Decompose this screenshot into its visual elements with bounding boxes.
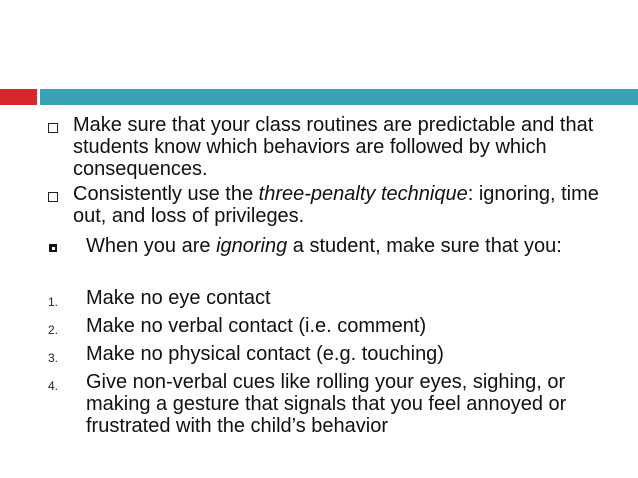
bullet-text xyxy=(86,235,606,257)
item-text: Give non-verbal cues like rolling your eyes, sighing, or making a gesture that signals that you feel annoyed or frustrated with the child’s behavior xyxy=(86,371,567,437)
bullet-text xyxy=(73,183,623,227)
item-text: Make no physical contact (e.g. touching) xyxy=(86,343,444,365)
text-segment: a student, make sure that you: xyxy=(287,235,562,257)
bullet-item xyxy=(0,183,638,229)
item-text: Make no eye contact xyxy=(86,287,271,309)
header-accent-red xyxy=(0,89,37,105)
item-number: 3. xyxy=(48,351,59,365)
checkbox-bullet-icon xyxy=(48,192,58,202)
header-accent-teal xyxy=(40,89,638,105)
filled-square-bullet-icon xyxy=(49,244,57,252)
item-number: 2. xyxy=(48,323,59,337)
text-segment: When you are xyxy=(86,235,217,257)
slide-body xyxy=(0,114,638,437)
item-number: 4. xyxy=(48,379,59,393)
text-segment: Consistently use the xyxy=(73,183,259,205)
numbered-item xyxy=(0,343,638,365)
bullet-item xyxy=(0,114,638,180)
checkbox-bullet-icon xyxy=(48,123,58,133)
item-text: Make no verbal contact (i.e. comment) xyxy=(86,315,427,337)
item-number: 1. xyxy=(48,295,59,309)
emphasis-text: ignoring xyxy=(216,235,288,257)
bullet-text: Make sure that your class routines are predictable and that students know which behaviors are followed by which consequences. xyxy=(73,114,594,180)
numbered-item xyxy=(0,287,638,309)
bullet-item xyxy=(0,235,638,281)
text-segment: : ignoring, time out, and loss of privileges. xyxy=(73,183,599,227)
numbered-item xyxy=(0,315,638,337)
numbered-item xyxy=(0,371,638,437)
emphasis-text: three-penalty technique xyxy=(258,183,468,205)
